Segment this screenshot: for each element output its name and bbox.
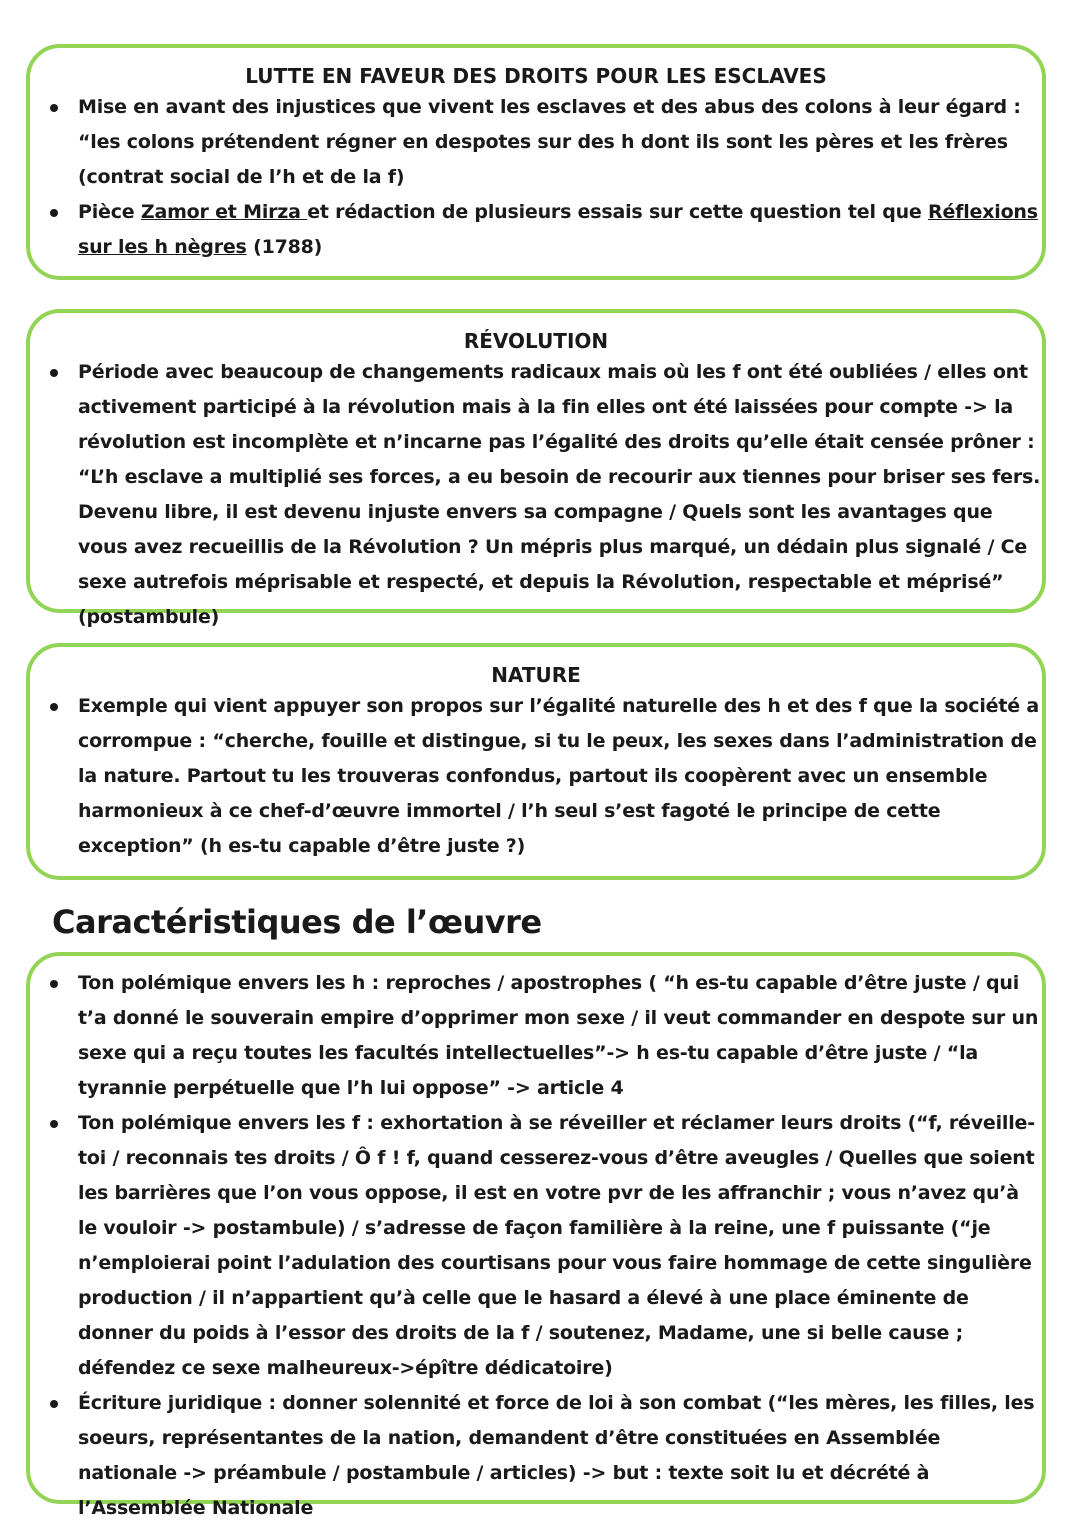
characteristics-bullet-legal-writing: Écriture juridique : donner solennité et force de loi à son combat (“les mères, les filles, les soeurs, représentantes de la nation, demandent d’être constituées en Assemblée nationale -> préambule / postambule / articles) -> but : texte soit lu et décrété à l’Assemblée Nationale [78,1386,1042,1526]
text-segment: (1788) [246,236,323,258]
characteristics-bullet-tone-women: Ton polémique envers les f : exhortation à se réveiller et réclamer leurs droits (“f, réveille-toi / reconnais tes droits / Ô f ! f, quand cesserez-vous d’être aveugles / Quelles que soient les barrières que l’on vous oppose, il est en votre pvr de les affranchir ; vous n’avez qu’à le vouloir -> postambule) / s’adresse de façon familière à la reine, une f puissante (“je n’emploierai point l’adulation des courtisans pour vous faire hommage de cette singulière production / il n’appartient qu’à celle que le hasard a élevé à une place éminente de donner du poids à l’essor des droits de la f / soutenez, Madame, une si belle cause ; défendez ce sexe malheureux->épître dédicatoire) [78,1106,1042,1386]
nature-bullet-list [30,689,1042,864]
characteristics-box [26,952,1046,1519]
text-segment: et rédaction de plusieurs essais sur cette question tel que [307,201,929,223]
revolution-bullet: Période avec beaucoup de changements radicaux mais où les f ont été oubliées / elles ont activement participé à la révolution mais à la fin elles ont été laissées pour compte -> la révolution est incomplète et n’incarne pas l’égalité des droits qu’elle était censée prôner : “L’h esclave a multiplié ses forces, a eu besoin de recourir aux tiennes pour briser ses fers. Devenu libre, il est devenu injuste envers sa compagne / Quels sont les avantages que vous avez recueillis de la Révolution ? Un mépris plus marqué, un dédain plus signalé / Ce sexe autrefois méprisable et respecté, et depuis la Révolution, respectable et méprisé” (postambule) [78,355,1042,635]
slavery-bullet-list [30,90,1042,265]
revolution-box [26,309,1046,628]
slavery-rights-box [26,44,1046,280]
nature-bullet: Exemple qui vient appuyer son propos sur l’égalité naturelle des h et des f que la société a corrompue : “cherche, fouille et distingue, si tu le peux, les sexes dans l’administration de la nature. Partout tu les trouveras confondus, partout ils coopèrent avec un ensemble harmonieux à ce chef-d’œuvre immortel / l’h seul s’est fagoté le principe de cette exception” (h es-tu capable d’être juste ?) [78,689,1042,864]
characteristics-heading: Caractéristiques de l’œuvre [52,903,542,941]
revolution-bullet-list [30,355,1042,635]
text-segment: Pièce [78,201,141,223]
slavery-bullet-injustices: Mise en avant des injustices que vivent les esclaves et des abus des colons à leur égard : “les colons prétendent régner en despotes sur des h dont ils sont les pères et les frères (contrat social de l’h et de la f) [78,90,1042,195]
box-title-nature: NATURE [491,663,581,687]
work-title-reflexions: Réflexions sur les h nègres [78,201,1038,258]
work-title-zamor-mirza: Zamor et Mirza [140,201,308,223]
characteristics-bullet-list [30,966,1042,1526]
nature-box [26,643,1046,880]
box-title-revolution: RÉVOLUTION [463,329,609,353]
slavery-bullet-works [78,195,1042,265]
box-title-slavery: LUTTE EN FAVEUR DES DROITS POUR LES ESCLAVES [245,64,827,88]
characteristics-bullet-tone-men: Ton polémique envers les h : reproches / apostrophes ( “h es-tu capable d’être juste / qui t’a donné le souverain empire d’opprimer mon sexe / il veut commander en despote sur un sexe qui a reçu toutes les facultés intellectuelles”-> h es-tu capable d’être juste / “la tyrannie perpétuelle que l’h lui oppose” -> article 4 [78,966,1042,1106]
